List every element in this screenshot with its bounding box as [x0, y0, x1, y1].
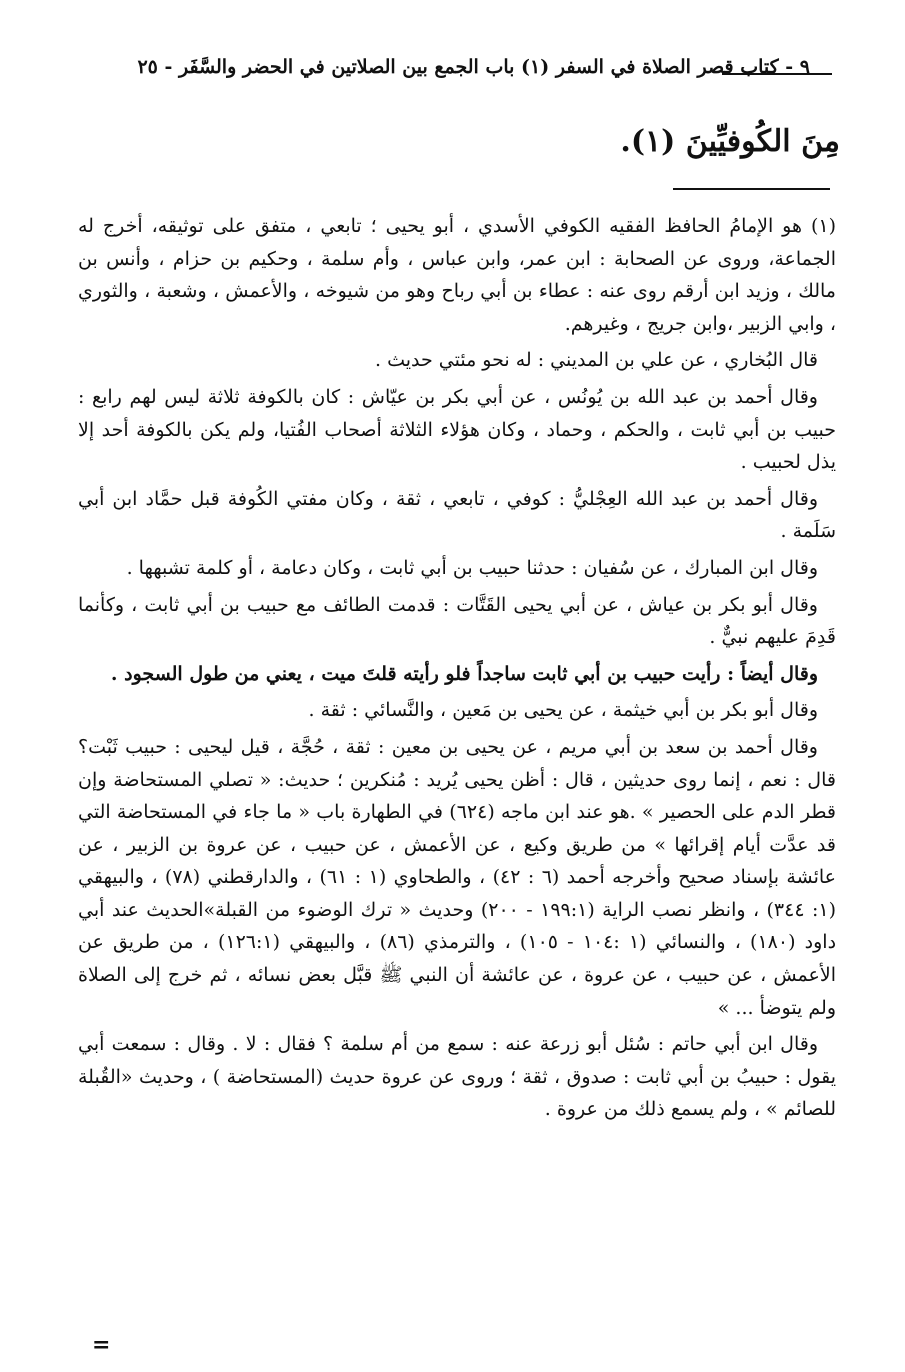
main-text: مِنَ الكُوفيِّينَ (١).: [620, 124, 840, 159]
footnote-separator: [673, 188, 830, 190]
footnote-paragraph: وقال ابن أبي حاتم : سُئل أبو زرعة عنه : سمع من أم سلمة ؟ فقال : لا . وقال : سمعت أبي يقول : حبيبُ بن أبي ثابت : صدوق ، ثقة ؛ وروى عن عروة حديث (المستحاضة ) ، وحديث «القُبلة للصائم » ، ولم يسمع ذلك من عروة .: [78, 1033, 836, 1121]
footnote-paragraph: قال البُخاري ، عن علي بن المديني : له نحو مئتي حديث .: [374, 349, 818, 372]
footnote-paragraph: وقال أحمد بن سعد بن أبي مريم ، عن يحيى بن معين : ثقة ، حُجَّة ، قيل ليحيى : حبيب ثَبْت؟ قال : نعم ، إنما روى حديثين ، قال : أظن يحيى يُريد : مُنكرين ؛ حديث: « تصلي المستحاضة وإن قطر الدم على الحصير » .هو عند ابن ماجه (٦٢٤) في الطهارة باب « ما جاء في المستحاضة التي قد عدَّت أيام إقرائها » من طريق وكيع ، عن الأعمش ، عن حبيب ، عن عروة بن الزبير ، عن عائشة بإسناد صحيح وأخرجه أحمد (٦ : ٤٢) ، والطحاوي (١ : ٦١) ، والدارقطني (٧٨) ، والبيهقي (١: ٣٤٤) ، وانظر نصب الراية (١٩٩:١ - ٢٠٠) وحديث « ترك الوضوء من القبلة»الحديث عند أبي داود (١٨٠) ، والنسائي (١ :١٠٤ - ١٠٥) ، والترمذي (٨٦) ، والبيهقي (١٢٦:١) ، من طريق عن الأعمش ، عن حبيب ، عن عروة ، عن عائشة أن النبي ﷺ قبَّل بعض نسائه ، ثم خرج إلى الصلاة ولم يتوضأ ... »: [78, 735, 837, 1019]
footnote-paragraph: وقال أحمد بن عبد الله بن يُونُس ، عن أبي بكر بن عيّاش : كان بالكوفة ثلاثة ليس لهم رابع : حبيب بن أبي ثابت ، والحكم ، وحماد ، وكان هؤلاء الثلاثة أصحاب الفُتيا، ولم يكن بالكوفة أحد إلا يذل لحبيب .: [78, 385, 836, 474]
footnote-paragraph: وقال أيضاً : رأيت حبيب بن أبي ثابت ساجداً فلو رأيته قلتَ ميت ، يعني من طول السجود .: [110, 662, 818, 685]
footnotes: [78, 210, 836, 1130]
footnote-paragraph: وقال ابن المبارك ، عن سُفيان : حدثنا حبيب بن أبي ثابت ، وكان دعامة ، أو كلمة تشبهها .: [126, 556, 818, 579]
footnote-paragraph: وقال أبو بكر بن عياش ، عن أبي يحيى القَتَّات : قدمت الطائف مع حبيب بن أبي ثابت ، وكأنما قَدِمَ عليهم نبيٌّ .: [78, 593, 836, 649]
running-header: ٩ - كتاب قصر الصلاة في السفر (١) باب الجمع بين الصلاتين في الحضر والسَّفَر - ٢٥: [137, 56, 810, 78]
footnote-paragraph: (١) هو الإمامُ الحافظ الفقيه الكوفي الأسدي ، أبو يحيى ؛ تابعي ، متفق على توثيقه، أخرج له الجماعة، وروى عن الصحابة : ابن عمر، وابن عباس ، وأم سلمة ، وحكيم بن حزام ، وأنس بن مالك ، وزيد ابن أرقم روى عنه : عطاء بن أبي رباح وهو من شيوخه ، والأعمش ، وشعبة ، والثوري ، وابي الزبير ،وابن جريج ، وغيرهم.: [78, 215, 836, 335]
continuation-mark: =: [92, 1332, 111, 1358]
footnote-paragraph: وقال أحمد بن عبد الله العِجْليُّ : كوفي ، تابعي ، ثقة ، وكان مفتي الكُوفة قبل حمَّاد ابن أبي سَلَمة .: [78, 487, 836, 543]
footnote-paragraph: وقال أبو بكر بن أبي خيثمة ، عن يحيى بن مَعين ، والنَّسائي : ثقة .: [308, 699, 818, 722]
